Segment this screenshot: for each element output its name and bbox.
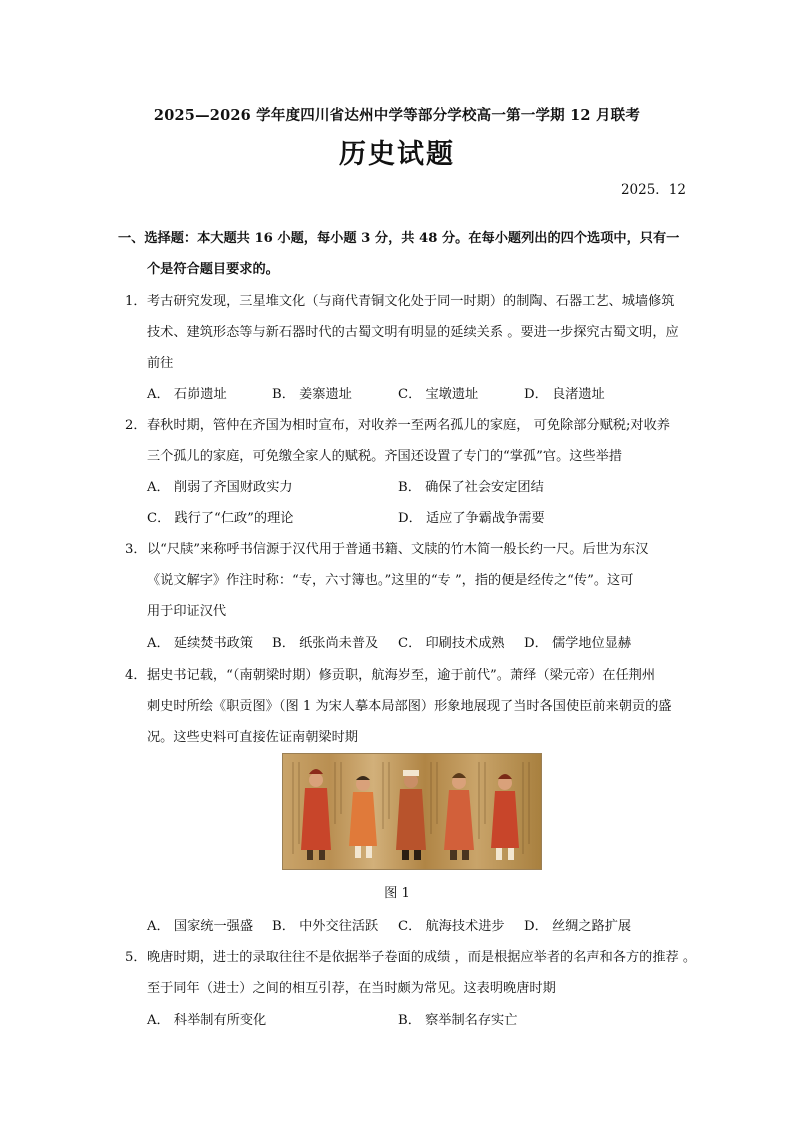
option-d[interactable]: D． 良渚遗址 [524, 387, 605, 402]
tribute-painting-figure [282, 753, 542, 870]
question-number: 5． [125, 950, 147, 965]
exam-subtitle: 2025—2026 学年度四川省达州中学等部分学校高一第一学期 12 月联考 [153, 107, 641, 124]
question-text-line: 晚唐时期，进士的录取往往不是依据举子卷面的成绩 ，而是根据应举者的名声和各方的推荐 。 [147, 950, 697, 965]
painting-illustration [283, 754, 541, 869]
question-text-line: 《说文解字》作注时称：“专，六寸簿也。”这里的“专 ”，指的便是经传之“传”。这可 [147, 573, 634, 588]
option-d[interactable]: D． 适应了争霸战争需要 [398, 511, 545, 526]
option-a[interactable]: A． 延续焚书政策 [147, 636, 254, 651]
option-c[interactable]: C． 印刷技术成熟 [398, 636, 505, 651]
question-number: 4． [125, 668, 147, 683]
question-number: 3． [125, 542, 147, 557]
question-text-line: 春秋时期，管仲在齐国为相时宣布，对收养一至两名孤儿的家庭， 可免除部分赋税;对收养 [147, 418, 670, 433]
option-b[interactable]: B． 确保了社会安定团结 [398, 480, 544, 495]
option-b[interactable]: B． 姜寨遗址 [272, 387, 352, 402]
question-number: 1． [125, 294, 147, 309]
question-text-line: 前往 [147, 356, 174, 371]
question-text-line: 以“尺牍”来称呼书信源于汉代用于普通书籍、文牍的竹木简一般长约一尺。后世为东汉 [147, 542, 649, 557]
option-c[interactable]: C． 宝墩遗址 [398, 387, 479, 402]
option-b[interactable]: B． 中外交往活跃 [272, 919, 379, 934]
figure-caption: 图 1 [384, 886, 410, 901]
section-instructions-line1: 一、选择题：本大题共 16 小题，每小题 3 分，共 48 分。在每小题列出的四个选项中，只有一 [118, 231, 680, 246]
section-instructions-line2: 个是符合题目要求的。 [147, 262, 279, 277]
option-a[interactable]: A． 国家统一强盛 [147, 919, 254, 934]
option-a[interactable]: A． 石峁遗址 [147, 387, 227, 402]
question-text-line: 刺史时所绘《职贡图》（图 1 为宋人摹本局部图）形象地展现了当时各国使臣前来朝贡的盛 [147, 699, 672, 714]
option-c[interactable]: C． 航海技术进步 [398, 919, 505, 934]
question-text-line: 据史书记载，“（南朝梁时期）修贡职，航海岁至，逾于前代”。萧绎（梁元帝）在任荆州 [147, 668, 656, 683]
option-d[interactable]: D． 儒学地位显赫 [524, 636, 632, 651]
exam-date: 2025．12 [620, 182, 686, 198]
option-d[interactable]: D． 丝绸之路扩展 [524, 919, 632, 934]
question-text-line: 技术、建筑形态等与新石器时代的古蜀文明有明显的延续关系 。要进一步探究古蜀文明，应 [147, 325, 679, 340]
question-text-line: 三个孤儿的家庭，可免缴全家人的赋税。齐国还设置了专门的“掌孤”官。这些举措 [147, 449, 623, 464]
question-text-line: 考古研究发现，三星堆文化（与商代青铜文化处于同一时期）的制陶、石器工艺、城墙修筑 [147, 294, 675, 309]
option-a[interactable]: A． 削弱了齐国财政实力 [147, 480, 293, 495]
question-text-line: 况。这些史料可直接佐证南朝梁时期 [147, 730, 358, 745]
option-b[interactable]: B． 纸张尚未普及 [272, 636, 379, 651]
question-number: 2． [125, 418, 147, 433]
option-b[interactable]: B． 察举制名存实亡 [398, 1013, 518, 1028]
option-c[interactable]: C． 践行了“仁政”的理论 [147, 511, 294, 526]
option-a[interactable]: A． 科举制有所变化 [147, 1013, 267, 1028]
exam-title: 历史试题 [339, 139, 455, 170]
question-text-line: 用于印证汉代 [147, 604, 227, 619]
question-text-line: 至于同年（进士）之间的相互引荐，在当时颇为常见。这表明晚唐时期 [147, 981, 556, 996]
